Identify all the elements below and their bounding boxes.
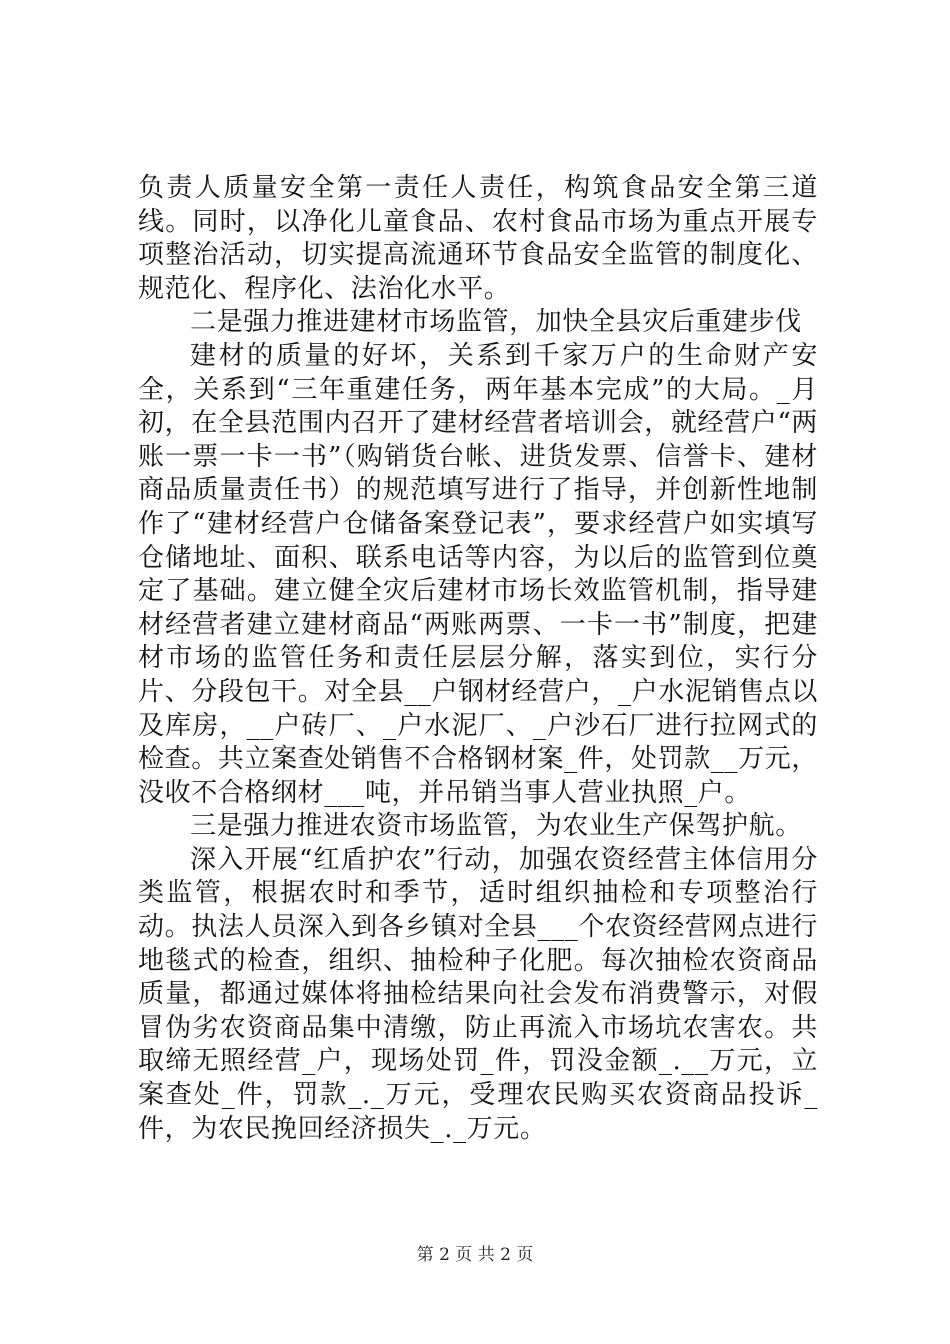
paragraph-continuation: 负责人质量安全第一责任人责任，构筑食品安全第三道线。同时，以净化儿童食品、农村食品市场为重点开展专项整治活动，切实提高流通环节食品安全监管的制度化、规范化、程序化、法治化水平。 (138, 173, 818, 304)
paragraph-building-materials: 建材的质量的好坏，关系到千家万户的生命财产安全，关系到“三年重建任务，两年基本完成”的大局。_月初，在全县范围内召开了建材经营者培训会，就经营户“两账一票一卡一书”（购销货台帐、进货发票、信誉卡、建材商品质量责任书）的规范填写进行了指导，并创新性地制作了“建材经营户仓储备案登记表”，要求经营户如实填写仓储地址、面积、联系电话等内容，为以后的监管到位奠定了基础。建立健全灾后建材市场长效监管机制，指导建材经营者建立建材商品“两账两票、一卡一书”制度，把建材市场的监管任务和责任层层分解，落实到位，实行分片、分段包干。对全县__户钢材经营户，_户水泥销售点以及库房，__户砖厂、_户水泥厂、_户沙石厂进行拉网式的检查。共立案查处销售不合格钢材案_件，处罚款__万元，没收不合格纲材___吨，并吊销当事人营业执照_户。 (138, 340, 818, 808)
document-body (138, 172, 818, 1146)
paragraph-agricultural-supplies: 深入开展“红盾护农”行动，加强农资经营主体信用分类监管，根据农时和季节，适时组织抽检和专项整治行动。执法人员深入到各乡镇对全县___个农资经营网点进行地毯式的检查，组织、抽检种子化肥。每次抽检农资商品质量，都通过媒体将抽检结果向社会发布消费警示，对假冒伪劣农资商品集中清缴，防止再流入市场坑农害农。共取缔无照经营_户，现场处罚_件，罚没金额_.__万元，立案查处_件，罚款_._万元，受理农民购买农资商品投诉_件，为农民挽回经济损失_._万元。 (138, 844, 818, 1144)
page-footer: 第 2 页 共 2 页 (416, 1245, 534, 1265)
section-heading-agricultural-supplies: 三是强力推进农资市场监管，为农业生产保驾护航。 (190, 811, 802, 842)
section-heading-building-materials: 二是强力推进建材市场监管，加快全县灾后重建步伐 (190, 307, 802, 338)
